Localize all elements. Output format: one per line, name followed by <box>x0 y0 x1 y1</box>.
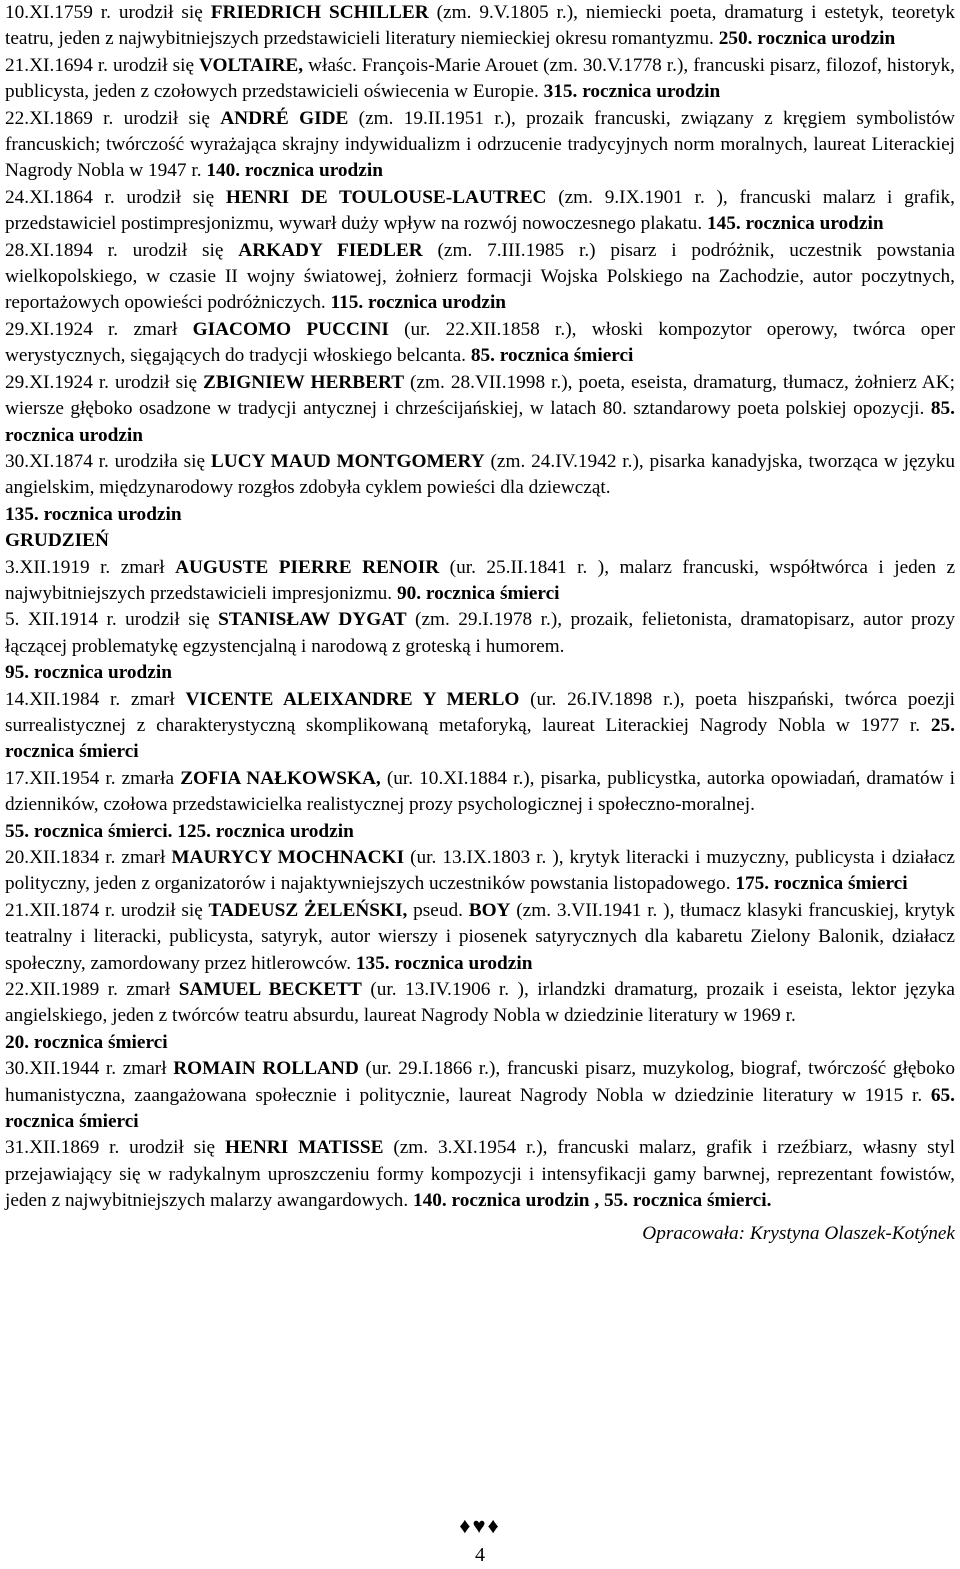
calendar-entry <box>5 106 955 185</box>
entry-description: (ur. 22.XII.1858 r.), włoski kompozytor operowy, twórca oper werystycznych, sięgających do tradycji włoskiego belcanta. <box>5 318 955 367</box>
entry-anniversary: 85. rocznica urodzin <box>5 398 955 446</box>
entry-date: 22.XI.1869 r. urodził się <box>5 107 210 129</box>
entry-person-name: HENRI MATISSE <box>225 1137 384 1159</box>
entry-person-name: ROMAIN ROLLAND <box>173 1058 359 1080</box>
entry-anniversary: 20. rocznica śmierci <box>5 1031 168 1053</box>
entry-date: 30.XII.1944 r. zmarł <box>5 1058 167 1080</box>
entry-pseudonym: BOY <box>468 899 511 921</box>
entry-description: (ur. 10.XI.1884 r.), pisarka, publicystka, autorka opowiadań, dramatów i dzienników, czołowa przedstawicielka realistycznej prozy psychologicznej i społeczno-moralnej. <box>5 767 955 816</box>
calendar-entry <box>5 185 955 238</box>
entry-anniversary: 250. rocznica urodzin <box>718 28 896 50</box>
calendar-entry <box>5 1135 955 1214</box>
entry-person-name: ANDRÉ GIDE <box>220 107 349 129</box>
entry-date: 14.XII.1984 r. zmarł <box>5 688 175 710</box>
calendar-entry <box>5 53 955 106</box>
calendar-entry <box>5 687 955 766</box>
document-body <box>5 0 955 1266</box>
calendar-entry <box>5 555 955 608</box>
calendar-entry <box>5 449 955 528</box>
entry-description: (zm. 19.II.1951 r.), prozaik francuski, związany z kręgiem symbolistów francuskich; twórczość wyrażająca skrajny indywidualizm i odrzucenie tradycyjnych norm moralnych, laureat Literackiej Nagrody Nobla w 1947 r. <box>5 107 955 182</box>
entry-anniversary: 140. rocznica urodzin <box>206 160 383 182</box>
entry-date: 17.XII.1954 r. zmarła <box>5 767 175 789</box>
entry-anniversary: 175. rocznica śmierci <box>735 873 908 895</box>
entry-description: pseud. <box>407 899 463 921</box>
calendar-entry <box>5 766 955 845</box>
entry-date: 29.XI.1924 r. zmarł <box>5 318 178 340</box>
calendar-entry <box>5 317 955 370</box>
calendar-entry <box>5 370 955 449</box>
entry-anniversary: 65. rocznica śmierci <box>5 1084 955 1133</box>
entry-description-continued: (zm. 3.VII.1941 r. ), tłumacz klasyki francuskiej, krytyk teatralny i literacki, publicysta, satyryk, autor wierszy i piosenek satyrycznych dla kabaretu Zielony Balonik, działacz społeczny, zamordowany przez hitlerowców. <box>5 899 955 974</box>
entry-date: 3.XII.1919 r. zmarł <box>5 556 165 578</box>
entry-date: 21.XII.1874 r. urodził się <box>5 899 203 921</box>
entry-date: 28.XI.1894 r. urodził się <box>5 239 224 261</box>
entry-date: 10.XI.1759 r. urodził się <box>5 2 203 23</box>
entry-person-name: TADEUSZ ŻELEŃSKI, <box>208 899 408 921</box>
entry-description: (zm. 28.VII.1998 r.), poeta, eseista, dramaturg, tłumacz, żołnierz AK; wiersze głęboko osadzone w tradycji antycznej i chrześcijańskiej, w latach 80. sztandarowy poeta polskiej opozycji. <box>5 371 955 420</box>
calendar-entry <box>5 845 955 898</box>
entry-description: (zm. 7.III.1985 r.) pisarz i podróżnik, uczestnik powstania wielkopolskiego, w czasie II wojny światowej, żołnierz formacji Wojska Polskiego na Zachodzie, autor poczytnych, reportażowych opowieści podróżniczych. <box>5 239 955 314</box>
entry-description: (zm. 3.XI.1954 r.), francuski malarz, grafik i rzeźbiarz, własny styl przejawiający się w radykalnym uproszczeniu formy kompozycji i intensyfikacji gamy barwnej, reprezentant fowistów, jeden z najwybitniejszych malarzy awangardowych. <box>5 1137 955 1212</box>
entry-person-name: AUGUSTE PIERRE RENOIR <box>175 556 440 578</box>
calendar-entry <box>5 0 955 53</box>
entry-person-name: SAMUEL BECKETT <box>178 979 362 1001</box>
entry-date: 24.XI.1864 r. urodził się <box>5 186 215 208</box>
entry-date: 5. XII.1914 r. urodził się <box>5 609 210 631</box>
entry-date: 20.XII.1834 r. zmarł <box>5 847 166 868</box>
entry-description: (ur. 13.IX.1803 r. ), krytyk literacki i muzyczny, publicysta i działacz polityczny, jeden z organizatorów i najaktywniejszych uczestników powstania listopadowego. <box>5 847 955 895</box>
entry-date: 31.XII.1869 r. urodził się <box>5 1137 216 1159</box>
entry-description: właśc. François-Marie Arouet (zm. 30.V.1778 r.), francuski pisarz, filozof, historyk, publicysta, jeden z czołowych przedstawicieli oświecenia w Europie. <box>5 54 955 103</box>
entry-anniversary: 95. rocznica urodzin <box>5 662 172 684</box>
december-entries <box>5 555 955 1215</box>
entry-person-name: MAURYCY MOCHNACKI <box>171 847 405 868</box>
entry-anniversary: 25. rocznica śmierci <box>5 714 955 763</box>
entry-description: (ur. 13.IV.1906 r. ), irlandzki dramaturg, prozaik i eseista, lektor języka angielskiego, jeden z twórców teatru absurdu, laureat Nagrody Nobla w dziedzinie literatury w 1969 r. <box>5 979 955 1027</box>
entry-description: (zm. 9.IX.1901 r. ), francuski malarz i grafik, przedstawiciel postimpresjonizmu, wywarł duży wpływ na rozwój nowoczesnego plakatu. <box>5 186 955 235</box>
entry-description: (ur. 29.I.1866 r.), francuski pisarz, muzykolog, biograf, twórczość głęboko humanistyczna, zaangażowana społecznie i politycznie, laureat Nagrody Nobla w dziedzinie literatury w 1915 r. <box>5 1058 955 1106</box>
entry-person-name: ZOFIA NAŁKOWSKA, <box>180 767 381 789</box>
entry-anniversary: 315. rocznica urodzin <box>543 81 721 103</box>
entry-anniversary: 135. rocznica urodzin <box>355 952 533 974</box>
page-number: 4 <box>475 1544 485 1566</box>
entry-date: 22.XII.1989 r. zmarł <box>5 979 171 1001</box>
entry-person-name: ZBIGNIEW HERBERT <box>203 371 405 393</box>
calendar-entry <box>5 977 955 1056</box>
author-signature: Opracowała: Krystyna Olaszek-Kotýnek <box>642 1222 955 1244</box>
entry-description: (zm. 24.IV.1942 r.), pisarka kanadyjska, tworząca w języku angielskim, międzynarodowy rozgłos zdobyła cyklem powieści dla dziewcząt. <box>5 450 955 499</box>
entry-person-name: LUCY MAUD MONTGOMERY <box>210 450 485 472</box>
entry-anniversary: 145. rocznica urodzin <box>706 213 884 235</box>
entry-person-name: GIACOMO PUCCINI <box>192 318 389 340</box>
november-entries <box>5 0 955 528</box>
entry-date: 29.XI.1924 r. urodził się <box>5 371 198 393</box>
calendar-entry <box>5 898 955 977</box>
ornament-suits: ♦♥♦ <box>459 1513 501 1538</box>
entry-description: (zm. 29.I.1978 r.), prozaik, felietonista, dramatopisarz, autor prozy łączącej problematykę egzystencjalną i narodową z groteską i humorem. <box>5 609 956 657</box>
entry-person-name: VICENTE ALEIXANDRE Y MERLO <box>185 688 520 710</box>
entry-person-name: HENRI DE TOULOUSE-LAUTREC <box>225 186 547 208</box>
calendar-entry <box>5 1056 955 1135</box>
entry-anniversary: 85. rocznica śmierci <box>470 345 634 367</box>
section-title-december: GRUDZIEŃ <box>5 530 109 552</box>
entry-anniversary: 55. rocznica śmierci. 125. rocznica urodzin <box>5 820 354 842</box>
entry-date: 30.XI.1874 r. urodziła się <box>5 450 206 472</box>
entry-description: (zm. 9.V.1805 r.), niemiecki poeta, dramaturg i estetyk, teoretyk teatru, jeden z najwybitniejszych przedstawicieli literatury niemieckiej okresu romantyzmu. <box>5 2 955 50</box>
entry-person-name: STANISŁAW DYGAT <box>218 609 407 631</box>
entry-description: (ur. 25.II.1841 r. ), malarz francuski, współtwórca i jeden z najwybitniejszych przedstawicieli impresjonizmu. <box>5 556 955 604</box>
entry-anniversary: 135. rocznica urodzin <box>5 503 182 525</box>
entry-person-name: ARKADY FIEDLER <box>238 239 423 261</box>
calendar-entry <box>5 607 955 686</box>
calendar-entry <box>5 238 955 317</box>
entry-person-name: FRIEDRICH SCHILLER <box>210 2 429 23</box>
entry-person-name: VOLTAIRE, <box>199 54 304 76</box>
entry-date: 21.XI.1694 r. urodził się <box>5 54 194 76</box>
entry-anniversary: 90. rocznica śmierci <box>396 582 560 604</box>
entry-anniversary: 140. rocznica urodzin , 55. rocznica śmierci. <box>412 1190 772 1212</box>
entry-anniversary: 115. rocznica urodzin <box>330 292 507 314</box>
entry-description: (ur. 26.IV.1898 r.), poeta hiszpański, twórca poezji surrealistycznej z charakterystyczną skomplikowaną metaforyką, laureat Literackiej Nagrody Nobla w 1977 r. <box>5 688 955 736</box>
